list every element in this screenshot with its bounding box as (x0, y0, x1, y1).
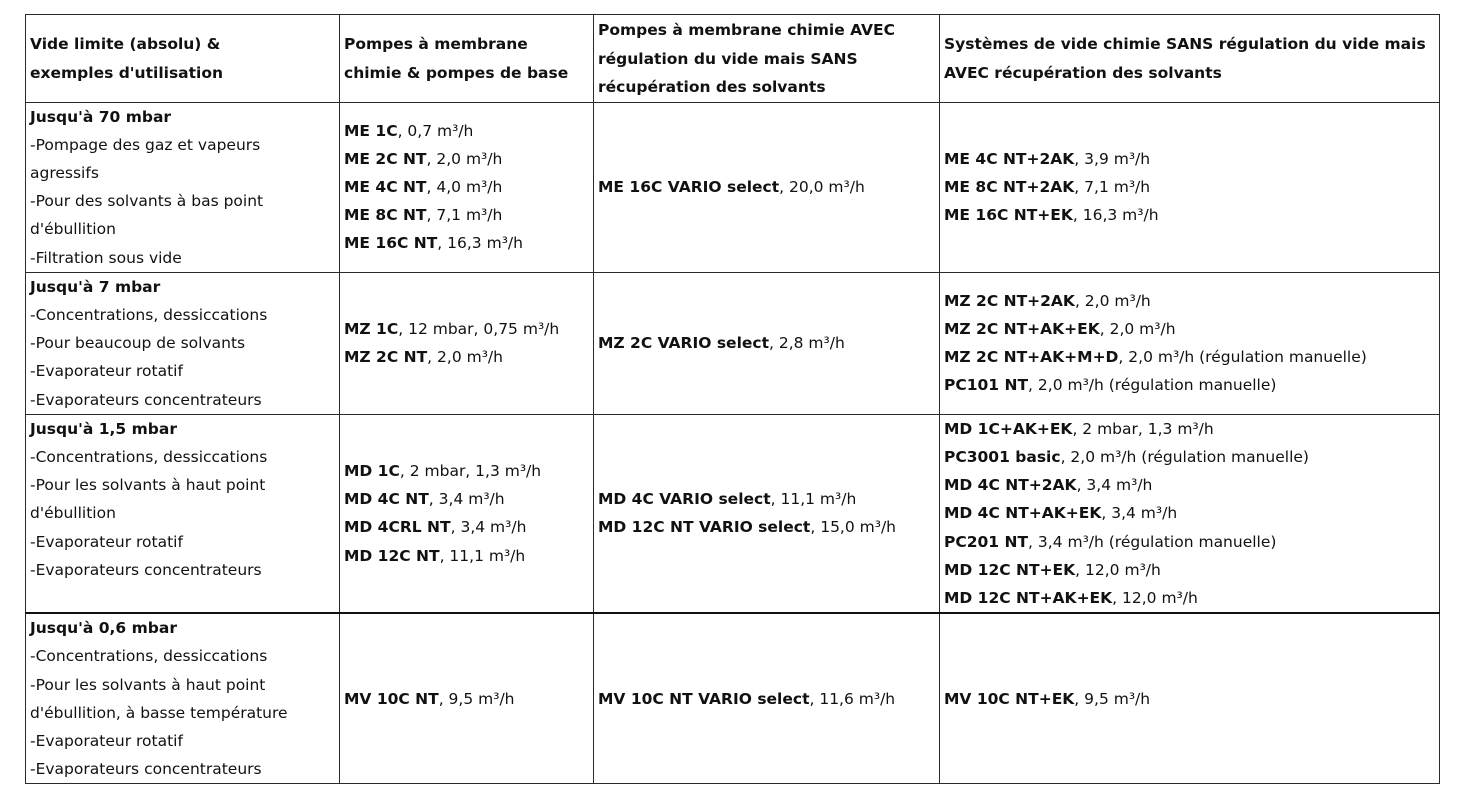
pump-spec: , 16,3 m³/h (437, 234, 523, 253)
pump-model: PC3001 basic (944, 447, 1061, 466)
pump-spec: , 2,0 m³/h (427, 348, 503, 367)
pump-model: MD 12C NT VARIO select (598, 518, 811, 537)
header-text-line: exemples d'utilisation (30, 63, 224, 82)
usage-example: -Pour les solvants à haut point (30, 476, 266, 495)
pump-entry (944, 173, 1435, 201)
basic-pumps-cell (340, 102, 594, 272)
basic-pumps-cell (340, 613, 594, 784)
pump-spec: , 2,0 m³/h (1099, 320, 1176, 339)
pump-entry (944, 315, 1435, 343)
pump-model: MZ 2C NT+AK+EK (944, 320, 1100, 339)
pump-model: MD 4C NT+AK+EK (944, 504, 1102, 523)
pump-model: MV 10C NT (344, 689, 439, 708)
recovery-systems-cell (940, 272, 1440, 414)
pump-spec: , 7,1 m³/h (426, 206, 503, 225)
pump-entry (944, 201, 1435, 229)
pump-spec: , 2,0 m³/h (426, 149, 503, 168)
usage-example: -Evaporateurs concentrateurs (30, 760, 262, 779)
pump-model: MZ 2C NT (344, 348, 428, 367)
header-vacuum-limit (26, 15, 340, 103)
pump-model: ME 8C NT+2AK (944, 178, 1075, 196)
vacuum-limit-cell (26, 272, 340, 414)
vario-pumps-cell (594, 613, 940, 784)
pump-entry (598, 685, 935, 713)
usage-example: -Concentrations, dessiccations (30, 447, 268, 466)
usage-example: -Pour des solvants à bas point (30, 192, 264, 211)
table-header-row (26, 15, 1440, 103)
pump-entry (944, 287, 1435, 315)
header-text-line: chimie & pompes de base (344, 63, 569, 82)
vacuum-limit-cell (26, 414, 340, 613)
pump-spec: , 12,0 m³/h (1112, 588, 1198, 607)
vario-pumps-cell (594, 414, 940, 613)
pump-spec: , 2,0 m³/h (régulation manuelle) (1028, 376, 1277, 395)
vario-pumps-cell (594, 272, 940, 414)
pump-spec: , 3,4 m³/h (450, 518, 527, 537)
pump-entry (944, 685, 1435, 713)
pump-spec: , 3,9 m³/h (1074, 149, 1151, 168)
pump-model: ME 16C NT+EK (944, 206, 1073, 225)
pump-model: MD 4C NT+2AK (944, 476, 1077, 495)
pump-entry (944, 499, 1435, 527)
pump-spec: , 11,6 m³/h (809, 689, 896, 708)
pump-spec: , 2,0 m³/h (régulation manuelle) (1118, 348, 1367, 367)
header-text-line: récupération des solvants (598, 78, 826, 96)
pump-spec: , 2,8 m³/h (769, 334, 845, 353)
header-text-line: Vide limite (absolu) & (30, 35, 221, 54)
pump-spec: , 2,0 m³/h (1074, 291, 1151, 310)
header-text-line: Pompes à membrane (344, 35, 528, 54)
table-row (26, 102, 1440, 272)
pump-spec: , 12,0 m³/h (1075, 560, 1161, 579)
pump-model: PC201 NT (944, 532, 1029, 551)
pump-model: ME 8C NT (344, 206, 427, 225)
pump-entry (344, 485, 589, 513)
pump-entry (944, 443, 1435, 471)
usage-example: -Pompage des gaz et vapeurs (30, 135, 261, 154)
pump-model: MD 1C (344, 462, 400, 481)
header-text-line: Systèmes de vide chimie SANS régulation du vide mais (944, 35, 1426, 54)
pump-spec: , 15,0 m³/h (810, 518, 897, 537)
recovery-systems-cell (940, 613, 1440, 784)
pump-model: MV 10C NT VARIO select (598, 689, 810, 708)
pump-model: MZ 2C NT+AK+M+D (944, 348, 1119, 367)
usage-example: d'ébullition (30, 504, 116, 523)
pump-entry (944, 471, 1435, 499)
basic-pumps-cell (340, 272, 594, 414)
table-row (26, 272, 1440, 414)
recovery-systems-cell (940, 414, 1440, 613)
pump-model: ME 4C NT (344, 178, 427, 196)
basic-pumps-cell (340, 414, 594, 613)
table-body (26, 102, 1440, 784)
usage-example: agressifs (30, 163, 99, 182)
pump-entry (344, 201, 589, 229)
pump-spec: , 2,0 m³/h (régulation manuelle) (1060, 447, 1309, 466)
usage-example: -Evaporateurs concentrateurs (30, 390, 262, 409)
pump-entry (344, 685, 589, 713)
pump-entry (344, 145, 589, 173)
pump-spec: , 3,4 m³/h (428, 490, 505, 509)
pump-comparison-table (25, 14, 1440, 784)
pump-entry (944, 415, 1435, 443)
usage-example: -Concentrations, dessiccations (30, 647, 268, 666)
pump-entry (944, 343, 1435, 371)
pump-spec: , 0,7 m³/h (397, 121, 474, 140)
pump-entry (598, 173, 935, 201)
pump-spec: , 9,5 m³/h (1074, 689, 1151, 708)
pump-spec: , 3,4 m³/h (1076, 476, 1153, 495)
pump-model: ME 1C (344, 121, 398, 140)
usage-example: -Pour les solvants à haut point (30, 675, 266, 694)
pump-entry (344, 542, 589, 570)
usage-example: -Evaporateurs concentrateurs (30, 560, 262, 579)
pump-model: MD 12C NT+AK+EK (944, 588, 1113, 607)
pump-model: MZ 2C NT+2AK (944, 291, 1075, 310)
pump-entry (944, 584, 1435, 612)
pump-entry (944, 371, 1435, 399)
pump-entry (344, 513, 589, 541)
pump-entry (344, 117, 589, 145)
usage-example: d'ébullition, à basse température (30, 703, 288, 722)
pump-spec: , 4,0 m³/h (426, 178, 503, 196)
pump-entry (944, 528, 1435, 556)
pump-spec: , 2 mbar, 1,3 m³/h (1072, 419, 1214, 438)
pump-spec: , 7,1 m³/h (1074, 178, 1151, 196)
header-recovery-systems (940, 15, 1440, 103)
pump-model: MD 12C NT (344, 546, 440, 565)
usage-example: -Concentrations, dessiccations (30, 305, 268, 324)
usage-example: -Pour beaucoup de solvants (30, 334, 246, 353)
pump-spec: , 3,4 m³/h (1101, 504, 1178, 523)
pump-entry (344, 229, 589, 257)
pump-model: ME 16C NT (344, 234, 438, 253)
usage-example: -Filtration sous vide (30, 248, 182, 267)
pump-model: MD 1C+AK+EK (944, 419, 1073, 438)
vacuum-limit-label: Jusqu'à 1,5 mbar (30, 419, 177, 438)
pump-entry (344, 343, 589, 371)
table-row (26, 414, 1440, 613)
pump-spec: , 2 mbar, 1,3 m³/h (399, 462, 542, 481)
pump-model: MD 4C VARIO select (598, 490, 771, 509)
vario-pumps-cell (594, 102, 940, 272)
pump-entry (944, 145, 1435, 173)
pump-spec: , 12 mbar, 0,75 m³/h (398, 320, 560, 339)
pump-entry (344, 315, 589, 343)
vacuum-limit-label: Jusqu'à 7 mbar (30, 277, 161, 296)
pump-model: ME 4C NT+2AK (944, 149, 1075, 168)
pump-spec: , 9,5 m³/h (438, 689, 515, 708)
pump-entry (598, 513, 935, 541)
usage-example: -Evaporateur rotatif (30, 362, 183, 381)
vacuum-limit-cell (26, 613, 340, 784)
pump-model: ME 16C VARIO select (598, 178, 780, 196)
table-row (26, 613, 1440, 784)
header-vario-pumps (594, 15, 940, 103)
pump-model: MV 10C NT+EK (944, 689, 1075, 708)
pump-spec: , 20,0 m³/h (779, 178, 865, 196)
pump-model: MD 12C NT+EK (944, 560, 1076, 579)
recovery-systems-cell (940, 102, 1440, 272)
pump-entry (344, 457, 589, 485)
vacuum-limit-label: Jusqu'à 0,6 mbar (30, 619, 177, 638)
header-text-line: AVEC récupération des solvants (944, 63, 1222, 82)
usage-example: -Evaporateur rotatif (30, 532, 183, 551)
usage-example: d'ébullition (30, 220, 116, 239)
pump-model: MD 4CRL NT (344, 518, 451, 537)
pump-spec: , 11,1 m³/h (439, 546, 526, 565)
header-text-line: Pompes à membrane chimie AVEC (598, 21, 896, 39)
pump-entry (598, 329, 935, 357)
pump-entry (944, 556, 1435, 584)
pump-model: MZ 2C VARIO select (598, 334, 769, 353)
pump-model: MD 4C NT (344, 490, 429, 509)
pump-spec: , 16,3 m³/h (1072, 206, 1159, 225)
vacuum-limit-label: Jusqu'à 70 mbar (30, 107, 172, 126)
pump-model: PC101 NT (944, 376, 1029, 395)
header-basic-pumps (340, 15, 594, 103)
header-text-line: régulation du vide mais SANS (598, 49, 858, 68)
pump-entry (598, 485, 935, 513)
pump-model: ME 2C NT (344, 149, 427, 168)
pump-spec: , 11,1 m³/h (770, 490, 857, 509)
pump-spec: , 3,4 m³/h (régulation manuelle) (1028, 532, 1277, 551)
pump-entry (344, 173, 589, 201)
usage-example: -Evaporateur rotatif (30, 731, 183, 750)
pump-model: MZ 1C (344, 320, 399, 339)
vacuum-limit-cell (26, 102, 340, 272)
